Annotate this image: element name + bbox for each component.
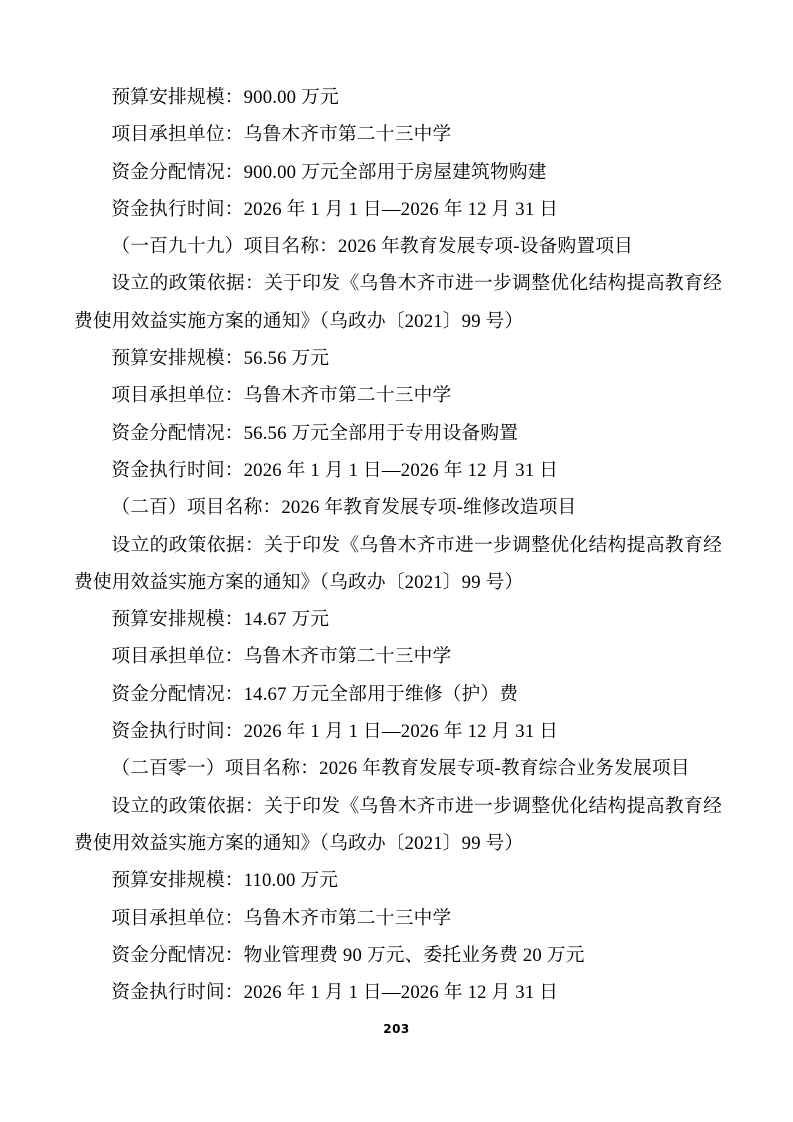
paragraph-budget-scale: 预算安排规模：14.67 万元 <box>111 609 330 631</box>
paragraph-fund-execution-time: 资金执行时间：2026 年 1 月 1 日—2026 年 12 月 31 日 <box>111 459 559 481</box>
paragraph-fund-allocation: 资金分配情况：物业管理费 90 万元、委托业务费 20 万元 <box>111 944 585 966</box>
paragraph-budget-scale: 预算安排规模：56.56 万元 <box>111 348 330 370</box>
paragraph-project-name-201: （二百零一）项目名称：2026 年教育发展专项-教育综合业务发展项目 <box>111 758 690 780</box>
paragraph-project-name-200: （二百）项目名称：2026 年教育发展专项-维修改造项目 <box>111 497 577 519</box>
paragraph-fund-allocation: 资金分配情况：14.67 万元全部用于维修（护）费 <box>111 683 519 705</box>
paragraph-policy-basis: 设立的政策依据：关于印发《乌鲁木齐市进一步调整优化结构提高教育经费使用效益实施方案的通知》（乌政办〔2021〕99 号） <box>74 534 722 593</box>
paragraph-undertaking-unit: 项目承担单位：乌鲁木齐市第二十三中学 <box>111 907 452 929</box>
paragraph-policy-basis: 设立的政策依据：关于印发《乌鲁木齐市进一步调整优化结构提高教育经费使用效益实施方案的通知》（乌政办〔2021〕99 号） <box>74 795 722 854</box>
paragraph-project-name-199: （一百九十九）项目名称：2026 年教育发展专项-设备购置项目 <box>111 236 634 258</box>
document-body <box>74 79 722 1011</box>
paragraph-fund-execution-time: 资金执行时间：2026 年 1 月 1 日—2026 年 12 月 31 日 <box>111 982 559 1004</box>
paragraph-undertaking-unit: 项目承担单位：乌鲁木齐市第二十三中学 <box>111 646 452 668</box>
paragraph-undertaking-unit: 项目承担单位：乌鲁木齐市第二十三中学 <box>111 385 452 407</box>
paragraph-fund-allocation: 资金分配情况：56.56 万元全部用于专用设备购置 <box>111 422 519 444</box>
paragraph-fund-execution-time: 资金执行时间：2026 年 1 月 1 日—2026 年 12 月 31 日 <box>111 198 559 220</box>
page-number: 203 <box>383 1022 410 1036</box>
paragraph-budget-scale: 预算安排规模：900.00 万元 <box>111 87 339 108</box>
paragraph-budget-scale: 预算安排规模：110.00 万元 <box>111 870 339 892</box>
paragraph-policy-basis: 设立的政策依据：关于印发《乌鲁木齐市进一步调整优化结构提高教育经费使用效益实施方案的通知》（乌政办〔2021〕99 号） <box>74 273 722 332</box>
paragraph-fund-execution-time: 资金执行时间：2026 年 1 月 1 日—2026 年 12 月 31 日 <box>111 721 559 743</box>
paragraph-fund-allocation: 资金分配情况：900.00 万元全部用于房屋建筑物购建 <box>111 161 547 183</box>
paragraph-undertaking-unit: 项目承担单位：乌鲁木齐市第二十三中学 <box>111 124 452 146</box>
